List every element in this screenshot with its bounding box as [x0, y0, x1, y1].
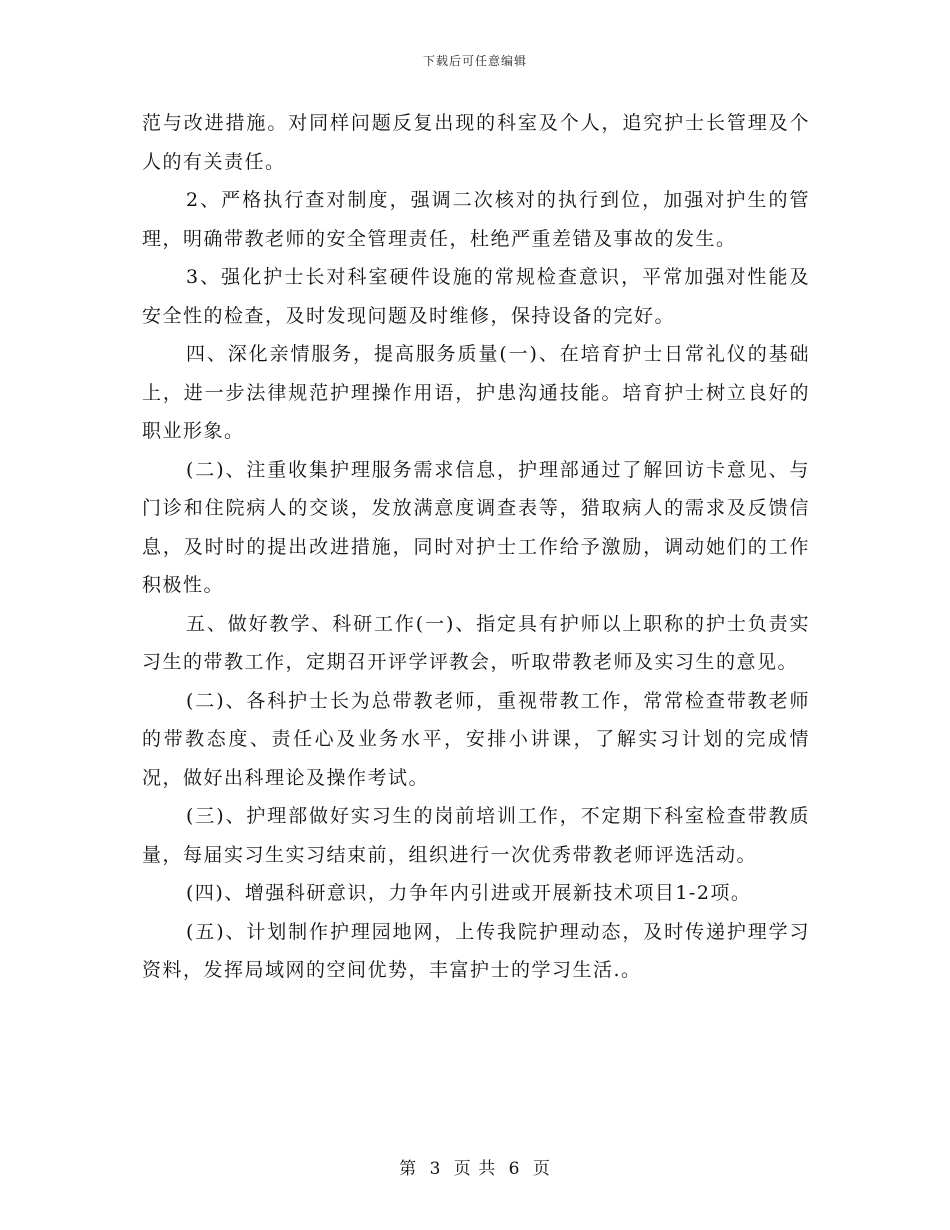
current-page-number: 3	[429, 1159, 442, 1179]
paragraph: (二)、注重收集护理服务需求信息，护理部通过了解回访卡意见、与门诊和住院病人的交谈，发放满意度调查表等，猎取病人的需求及反馈信息，及时时的提出改进措施，同时对护士工作给予激励，调动她们的工作积极性。	[142, 458, 810, 596]
page-header: 下载后可任意编辑	[422, 54, 527, 68]
paragraph: 范与改进措施。对同样问题反复出现的科室及个人，追究护士长管理及个人的有关责任。	[142, 112, 810, 173]
paragraph: (二)、各科护士长为总带教老师，重视带教工作，常常检查带教老师的带教态度、责任心及业务水平，安排小讲课，了解实习计划的完成情况，做好出科理论及操作考试。	[142, 689, 810, 789]
paragraph: 四、深化亲情服务，提高服务质量(一)、在培育护士日常礼仪的基础上，进一步法律规范护理操作用语，护患沟通技能。培育护士树立良好的职业形象。	[142, 343, 810, 442]
paragraph: 五、做好教学、科研工作(一)、指定具有护师以上职称的护士负责实习生的带教工作，定期召开评学评教会，听取带教老师及实习生的意见。	[142, 612, 810, 673]
paragraph: (四)、增强科研意识，力争年内引进或开展新技术项目1-2项。	[186, 882, 752, 904]
footer-prefix: 第	[399, 1159, 418, 1179]
paragraph: 3、强化护士长对科室硬件设施的常规检查意识，平常加强对性能及安全性的检查，及时发现问题及时维修，保持设备的完好。	[142, 266, 810, 327]
footer-suffix: 页	[532, 1159, 551, 1179]
paragraph: 2、严格执行查对制度，强调二次核对的执行到位，加强对护生的管理，明确带教老师的安全管理责任，杜绝严重差错及事故的发生。	[142, 189, 810, 250]
paragraph: (三)、护理部做好实习生的岗前培训工作，不定期下科室检查带教质量，每届实习生实习结束前，组织进行一次优秀带教老师评选活动。	[142, 805, 810, 866]
total-pages-number: 6	[508, 1159, 521, 1179]
page-footer	[0, 1154, 950, 1179]
footer-middle: 页 共	[453, 1159, 497, 1179]
paragraph: (五)、计划制作护理园地网，上传我院护理动态，及时传递护理学习资料，发挥局域网的空间优势，丰富护士的学习生活.。	[142, 920, 810, 981]
document-body	[142, 104, 810, 990]
